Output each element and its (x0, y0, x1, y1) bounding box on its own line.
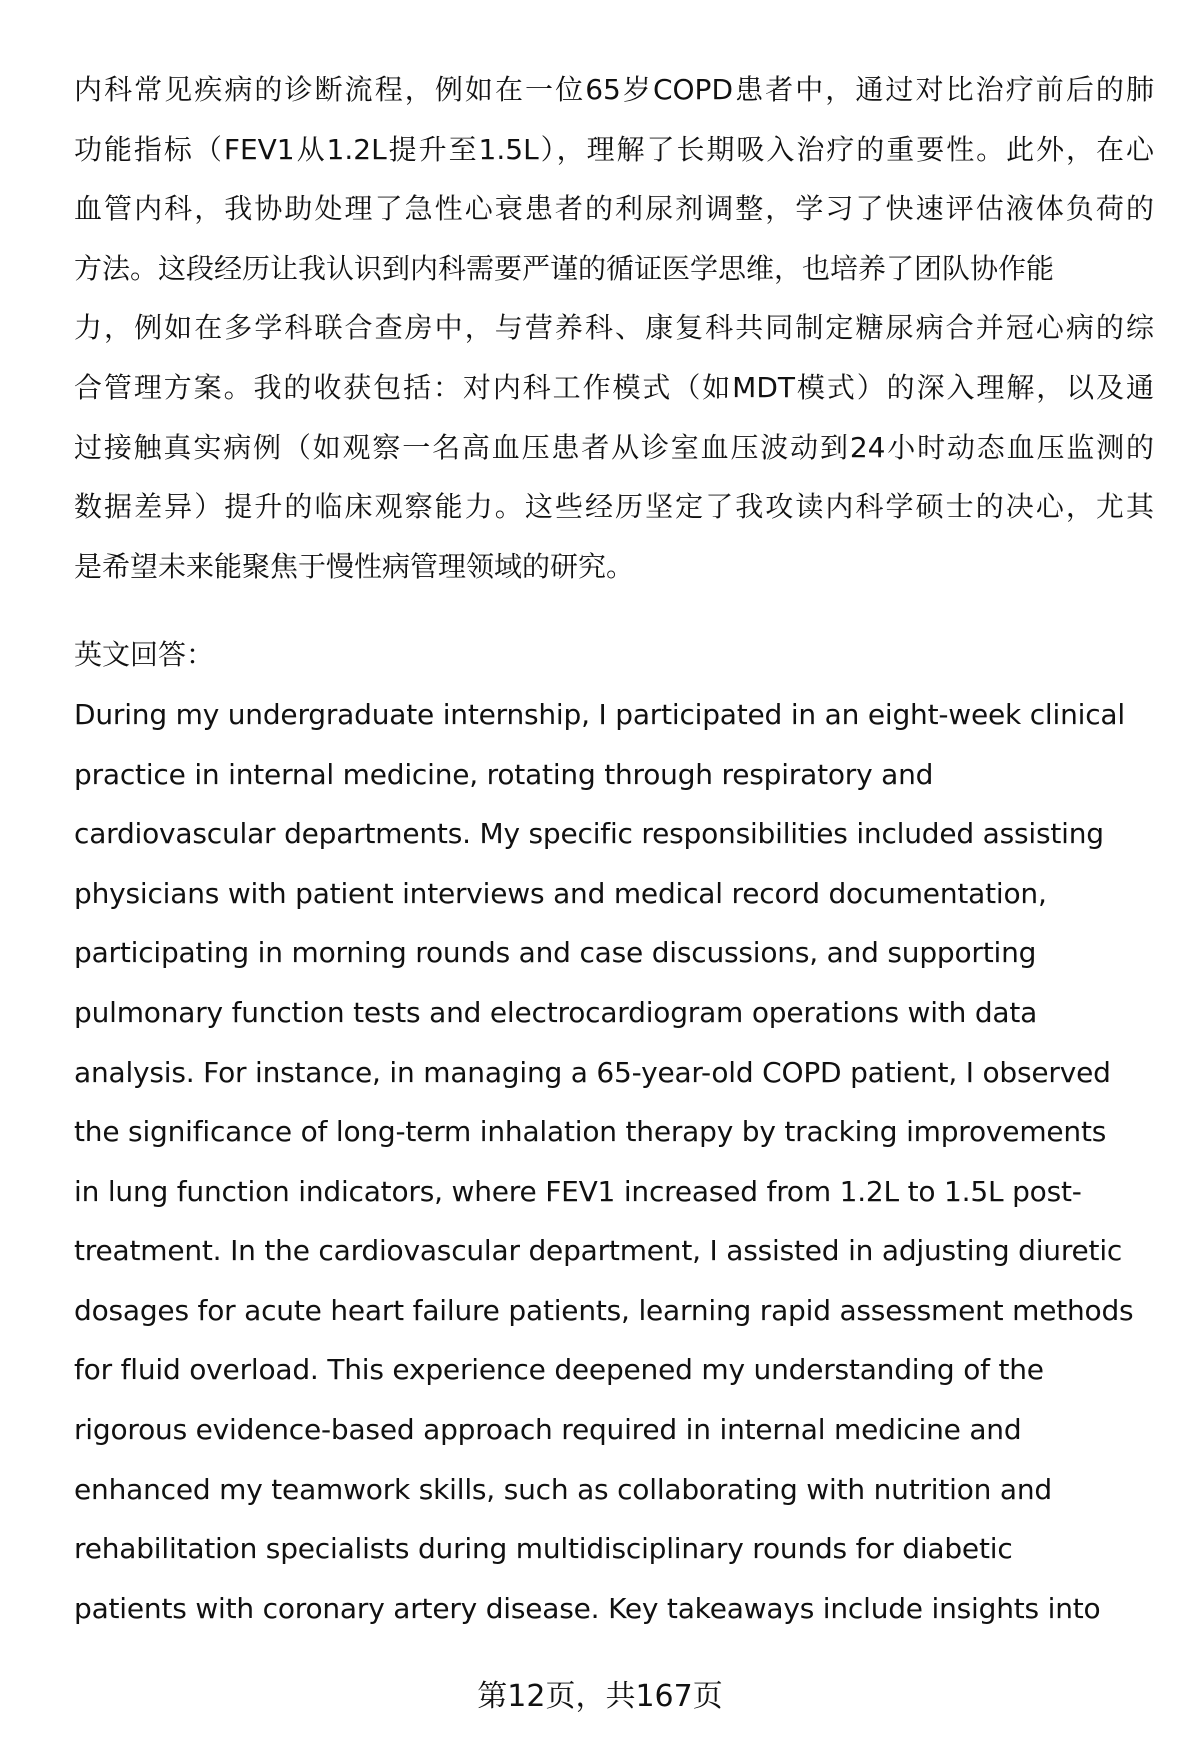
text-line: in lung function indicators, where FEV1 increased from 1.2L to 1.5L post- (74, 1174, 1082, 1208)
text-line: for fluid overload. This experience deepened my understanding of the (74, 1353, 1044, 1387)
chinese-answer-paragraph (74, 60, 1154, 596)
page-number: 第12页，共167页 (477, 1679, 723, 1714)
text-line: 方法。这段经历让我认识到内科需要严谨的循证医学思维，也培养了团队协作能 (74, 251, 1055, 285)
text-line: patients with coronary artery disease. Key takeaways include insights into (74, 1591, 1101, 1625)
text-line: 功能指标（FEV1从1.2L提升至1.5L），理解了长期吸入治疗的重要性。此外，在心 (74, 132, 1154, 166)
text-line: practice in internal medicine, rotating through respiratory and (74, 757, 934, 791)
text-line: During my undergraduate internship, I participated in an eight-week clinical (74, 697, 1125, 731)
text-line: rigorous evidence-based approach required in internal medicine and (74, 1413, 1022, 1447)
document-page (74, 60, 1154, 1638)
text-line: 力，例如在多学科联合查房中，与营养科、康复科共同制定糖尿病合并冠心病的综 (74, 311, 1154, 345)
text-line: 内科常见疾病的诊断流程，例如在一位65岁COPD患者中，通过对比治疗前后的肺 (74, 73, 1154, 106)
text-line: cardiovascular departments. My specific responsibilities included assisting (74, 817, 1104, 851)
text-line: 血管内科，我协助处理了急性心衰患者的利尿剂调整，学习了快速评估液体负荷的 (74, 192, 1154, 226)
text-line: 过接触真实病例（如观察一名高血压患者从诊室血压波动到24小时动态血压监测的 (74, 430, 1154, 464)
text-line: 数据差异）提升的临床观察能力。这些经历坚定了我攻读内科学硕士的决心，尤其 (74, 490, 1154, 524)
text-line: treatment. In the cardiovascular department, I assisted in adjusting diuretic (74, 1234, 1123, 1268)
text-line: pulmonary function tests and electrocardiogram operations with data (74, 995, 1038, 1029)
english-answer-heading: 英文回答： (74, 638, 215, 672)
text-line: the significance of long-term inhalation therapy by tracking improvements (74, 1115, 1107, 1149)
text-line: 是希望未来能聚焦于慢性病管理领域的研究。 (74, 549, 635, 583)
english-answer-paragraph (74, 685, 1154, 1639)
text-line: physicians with patient interviews and medical record documentation, (74, 876, 1047, 910)
text-line: 合管理方案。我的收获包括：对内科工作模式（如MDT模式）的深入理解，以及通 (74, 370, 1154, 404)
text-line: participating in morning rounds and case discussions, and supporting (74, 936, 1037, 970)
text-line: analysis. For instance, in managing a 65-year-old COPD patient, I observed (74, 1055, 1111, 1089)
text-line: rehabilitation specialists during multidisciplinary rounds for diabetic (74, 1532, 1013, 1566)
text-line: dosages for acute heart failure patients, learning rapid assessment methods (74, 1293, 1134, 1327)
text-line: enhanced my teamwork skills, such as collaborating with nutrition and (74, 1472, 1052, 1506)
